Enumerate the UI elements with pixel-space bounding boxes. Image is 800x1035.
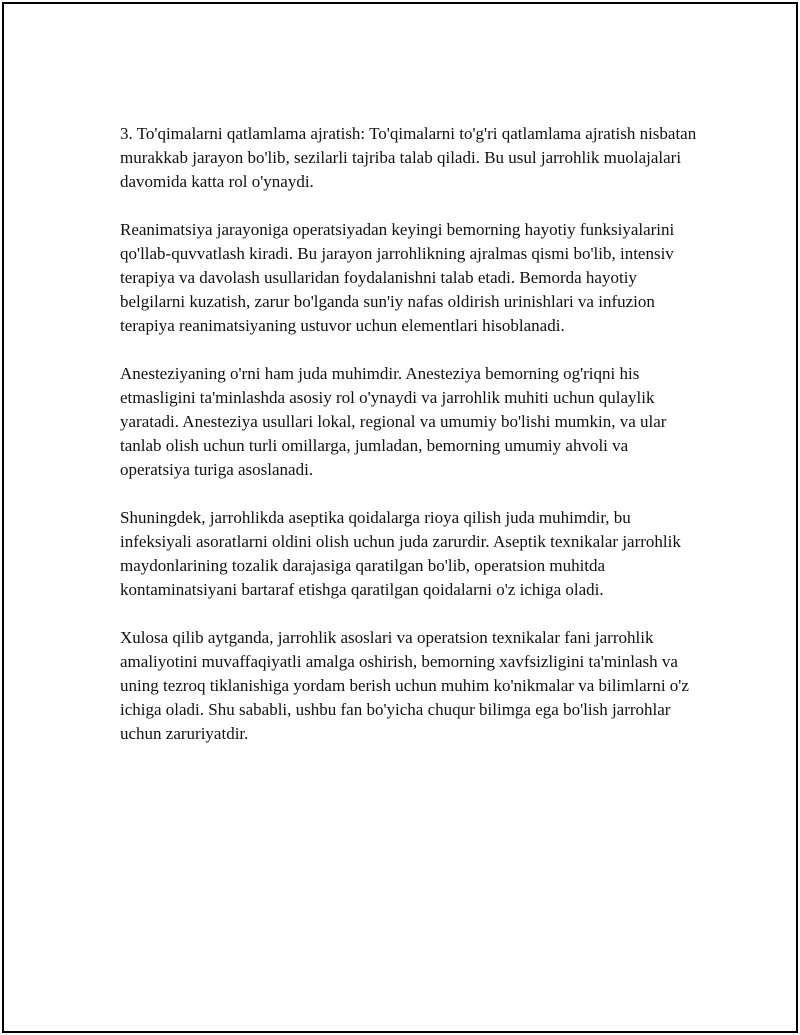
paragraph-tissue-dissection: 3. To'qimalarni qatlamlama ajratish: To'qimalarni to'g'ri qatlamlama ajratish nisbatan murakkab jarayon bo'lib, sezilarli tajriba talab qiladi. Bu usul jarrohlik muolajalari davomida katta rol o'ynaydi. (120, 124, 697, 191)
document-body (120, 122, 700, 770)
page-border (2, 2, 798, 1033)
paragraph-reanimation: Reanimatsiya jarayoniga operatsiyadan keyingi bemorning hayotiy funksiyalarini qo'llab-quvvatlash kiradi. Bu jarayon jarrohlikning ajralmas qismi bo'lib, intensiv terapiya va davolash usullaridan foydalanishni talab etadi. Bemorda hayotiy belgilarni kuzatish, zarur bo'lganda sun'iy nafas oldirish urinishlari va infuzion terapiya reanimatsiyaning ustuvor uchun elementlari hisoblanadi. (120, 220, 675, 335)
paragraph-anesthesia: Anesteziyaning o'rni ham juda muhimdir. Anesteziya bemorning og'riqni his etmasligini ta'minlashda asosiy rol o'ynaydi va jarrohlik muhiti uchun qulaylik yaratadi. Anesteziya usullari lokal, regional va umumiy bo'lishi mumkin, va ular tanlab olish uchun turli omillarga, jumladan, bemorning umumiy ahvoli va operatsiya turiga asoslanadi. (120, 364, 667, 479)
paragraph-asepsis: Shuningdek, jarrohlikda aseptika qoidalarga rioya qilish juda muhimdir, bu infeksiyali asoratlarni oldini olish uchun juda zarurdir. Aseptik texnikalar jarrohlik maydonlarining tozalik darajasiga qaratilgan bo'lib, operatsion muhitda kontaminatsiyani bartaraf etishga qaratilgan qoidalarni o'z ichiga oladi. (120, 508, 681, 599)
paragraph-conclusion: Xulosa qilib aytganda, jarrohlik asoslari va operatsion texnikalar fani jarrohlik amaliyotini muvaffaqiyatli amalga oshirish, bemorning xavfsizligini ta'minlash va uning tezroq tiklanishiga yordam berish uchun muhim ko'nikmalar va bilimlarni o'z ichiga oladi. Shu sababli, ushbu fan bo'yicha chuqur bilimga ega bo'lish jarrohlar uchun zaruriyatdir. (120, 628, 689, 743)
